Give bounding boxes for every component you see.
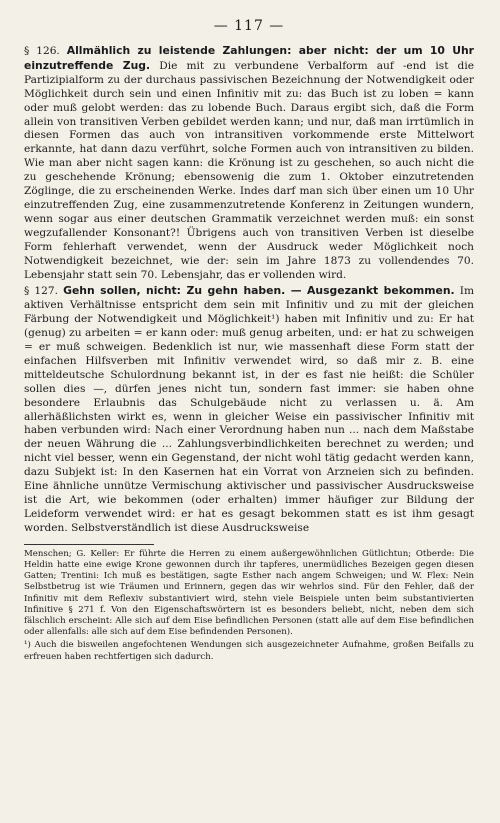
footnotes (24, 549, 474, 663)
footnote-continued: Menschen; G. Keller: Er führte die Herren zu einem außergewöhnlichen Gütlichtun; Otberde: Die Heldin hatte eine ewige Krone gewonnen durch ihr tapferes, unermüdliches Bezeigen gegen diesen Gatten; Trentini: Ich muß es bestätigen, sagte Esther nach angem Schweigen; und W. Flex: Nein Selbstbetrug ist wie Träumen und Erinnern, gegen das wir wehrlos sind. Für den Fehler, daß der Infinitiv mit dem Reflexiv substantiviert wird, stehn viele Beispiele unten beim substantivierten Infinitive § 271 f. Von den Eigenschaftswörtern ist es besonders beliebt, nicht, neben dem sich fälschlich erscheint: Alle sich auf dem Eise befindlichen Personen (statt alle auf dem Eise befindlichen oder allenfalls: alle sich auf dem Eise befindenden Personen). (24, 548, 474, 638)
section-126 (24, 44, 474, 282)
section-number: § 127. (24, 285, 58, 298)
section-body: Im aktiven Verhältnisse entspricht dem sein mit Infinitiv und zu mit der gleichen Färbung der Notwendigkeit und Möglichkeit¹) haben mit Infinitiv und zu: Er hat (genug) zu arbeiten = er kann oder: muß genug arbeiten, und: er hat zu schweigen = er muß schweigen. Bedenklich ist nur, wie massenhaft diese Form statt der einfachen Hilfsverben mit Infinitiv verwendet wird, so daß mir z. B. eine mitteldeutsche Schulordnung bekannt ist, in der es fast nie heißt: die Schüler sollen dies —, dürfen jenes nicht tun, sondern fast immer: sie haben ohne besondere Erlaubnis das Schulgebäude nicht zu verlassen u. ä. Am allerhäßlichsten wirkt es, wenn in gleicher Weise ein passivischer Infinitiv mit haben verbunden wird: Nach einer Verordnung haben nun ... nach dem Maßstabe der neuen Währung die ... Zahlungsverbindlichkeiten berechnet zu werden; und nicht viel besser, wenn ein Gegenstand, der nicht wohl tätig gedacht werden kann, dazu Subjekt ist: In den Kasernen hat ein Vorrat von Arzneien sich zu befinden. Eine ähnliche unnütze Vermischung aktivischer und passivischer Ausdrucksweise ist die Art, wie bekommen (oder erhalten) immer häufiger zur Bildung der Leideform verwendet wird: er hat es gesagt bekommen statt es ist ihm gesagt worden. Selbstverständlich ist diese Ausdrucksweise (24, 285, 475, 534)
section-heading: Allmählich zu leistende Zahlungen: aber nicht: der um 10 Uhr einzutreffende Zug. (24, 44, 474, 72)
footnote-1: ¹) Auch die bisweilen angefochtenen Wendungen sich ausgezeichneter Aufnahme, großen Beifalls zu erfreuen haben rechtfertigen sich dadurch. (24, 640, 474, 662)
page-number: — 117 — (213, 18, 285, 34)
footnote-divider (24, 544, 154, 545)
section-heading: Gehn sollen, nicht: Zu gehn haben. — Ausgezankt bekommen. (63, 284, 455, 298)
section-number: § 126. (24, 45, 60, 57)
section-body: Die mit zu verbundene Verbalform auf -end ist die Partizipialform zu der durchaus passivischen Bezeichnung der Notwendigkeit oder Möglichkeit durch sein und einen Infinitiv mit zu: das Buch ist zu loben = kann oder muß gelobt werden: das zu lobende Buch. Daraus ergibt sich, daß die Form allein von transitiven Verben gebildet werden kann; und nur, daß man irrtümlich in diesen Formen das auch von intransitiven vorkommende erste Mittelwort erkannte, hat dann dazu verführt, solche Formen auch von intransitiven zu bilden. Wie man aber nicht sagen kann: die Krönung ist zu geschehen, so auch nicht die zu geschehende Krönung; ebensowenig die zum 1. Oktober einzutretenden Zöglinge, die zu erscheinenden Werke. Indes darf man sich über einen um 10 Uhr einzutreffenden Zug, eine zusammenzutretende Konferenz in Zeitungen wundern, wenn sogar aus einer deutschen Grammatik verzeichnet werden muß: ein sonst wegzufallender Konsonant?! Übrigens auch von transitiven Verben ist dieselbe Form fehlerhaft verwendet, wenn der Ausdruck weder Möglichkeit noch Notwendigkeit bezeichnet, wie der: sein im Jahre 1873 zu vollendendes 70. Lebensjahr statt sein 70. Lebensjahr, das er vollenden wird. (24, 59, 474, 281)
section-127 (24, 284, 474, 535)
